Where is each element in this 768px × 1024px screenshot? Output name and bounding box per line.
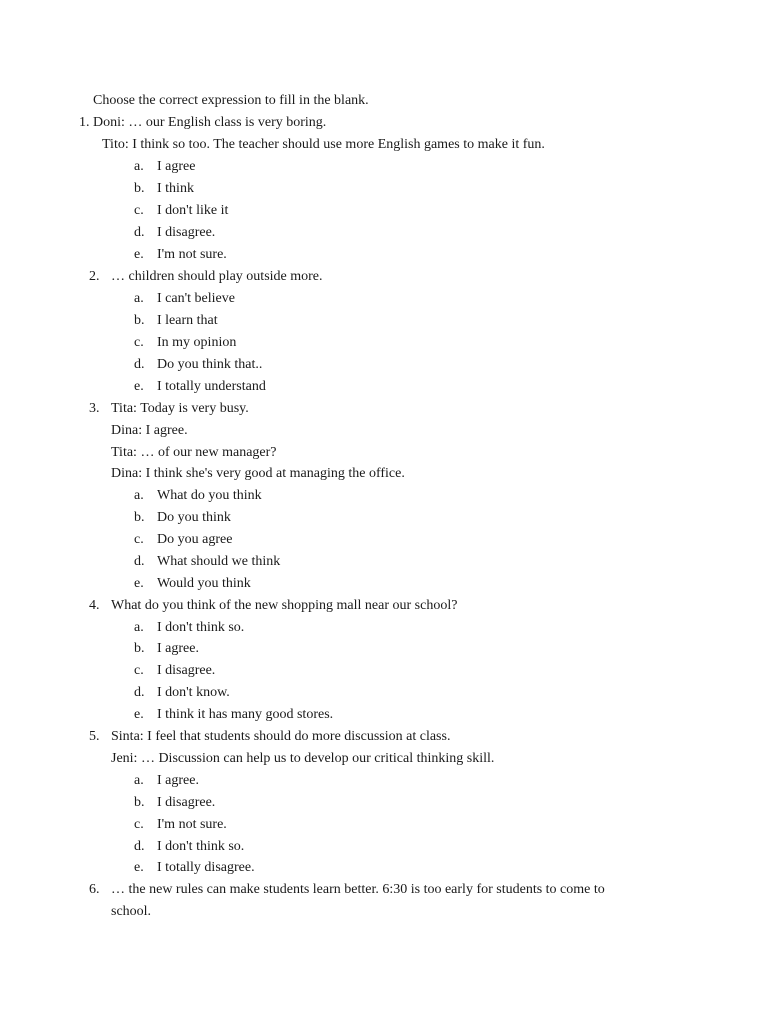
option-text: In my opinion [157, 335, 237, 350]
option-letter: e. [134, 707, 144, 722]
option-letter: c. [134, 532, 144, 547]
option-text: I don't like it [157, 203, 229, 218]
option-letter: d. [134, 554, 145, 569]
question-line: Sinta: I feel that students should do more discussion at class. [111, 729, 451, 744]
option-letter: d. [134, 225, 145, 240]
option-letter: d. [134, 839, 145, 854]
question-line: Tita: Today is very busy. [111, 401, 249, 416]
option-letter: c. [134, 203, 144, 218]
option-letter: a. [134, 488, 144, 503]
option-text: I'm not sure. [157, 817, 227, 832]
question-number: 2. [89, 269, 100, 284]
option-text: I disagree. [157, 225, 216, 240]
option-text: Do you think [157, 510, 231, 525]
option-text: I don't know. [157, 685, 230, 700]
question-line: Dina: I think she's very good at managing the office. [111, 466, 405, 481]
option-letter: c. [134, 817, 144, 832]
option-text: I don't think so. [157, 839, 245, 854]
option-text: I can't believe [157, 291, 235, 306]
option-text: I disagree. [157, 795, 216, 810]
option-letter: d. [134, 357, 145, 372]
option-letter: a. [134, 291, 144, 306]
option-text: I agree. [157, 641, 199, 656]
question-number: 5. [89, 729, 100, 744]
option-letter: e. [134, 247, 144, 262]
option-text: I agree. [157, 773, 199, 788]
option-text: Do you think that.. [157, 357, 263, 372]
question-line: Tito: I think so too. The teacher should use more English games to make it fun. [102, 137, 545, 152]
option-letter: a. [134, 620, 144, 635]
option-letter: e. [134, 576, 144, 591]
option-letter: c. [134, 663, 144, 678]
option-text: What do you think [157, 488, 262, 503]
option-letter: a. [134, 773, 144, 788]
option-text: Do you agree [157, 532, 233, 547]
option-text: I don't think so. [157, 620, 245, 635]
question-line: Doni: … our English class is very boring. [93, 115, 327, 130]
question-line: Dina: I agree. [111, 423, 188, 438]
question-number: 6. [89, 882, 100, 897]
option-letter: e. [134, 860, 144, 875]
question-line: school. [111, 904, 152, 919]
option-text: I disagree. [157, 663, 216, 678]
option-letter: b. [134, 181, 145, 196]
option-text: I think it has many good stores. [157, 707, 334, 722]
question-line: … the new rules can make students learn better. 6:30 is too early for students to come to [111, 882, 605, 897]
question-number: 1. [79, 115, 90, 130]
option-text: Would you think [157, 576, 251, 591]
option-letter: b. [134, 641, 145, 656]
option-text: What should we think [157, 554, 281, 569]
option-letter: b. [134, 313, 145, 328]
question-number: 4. [89, 598, 100, 613]
question-line: What do you think of the new shopping mall near our school? [111, 598, 458, 613]
option-letter: b. [134, 510, 145, 525]
option-letter: e. [134, 379, 144, 394]
instruction-text: Choose the correct expression to fill in the blank. [93, 93, 369, 108]
option-text: I totally understand [157, 379, 266, 394]
option-text: I totally disagree. [157, 860, 255, 875]
option-letter: a. [134, 159, 144, 174]
question-line: Tita: … of our new manager? [111, 445, 277, 460]
option-text: I agree [157, 159, 196, 174]
option-letter: c. [134, 335, 144, 350]
option-text: I learn that [157, 313, 218, 328]
option-text: I think [157, 181, 194, 196]
option-text: I'm not sure. [157, 247, 227, 262]
question-number: 3. [89, 401, 100, 416]
option-letter: b. [134, 795, 145, 810]
option-letter: d. [134, 685, 145, 700]
question-line: … children should play outside more. [111, 269, 323, 284]
question-line: Jeni: … Discussion can help us to develop our critical thinking skill. [111, 751, 495, 766]
